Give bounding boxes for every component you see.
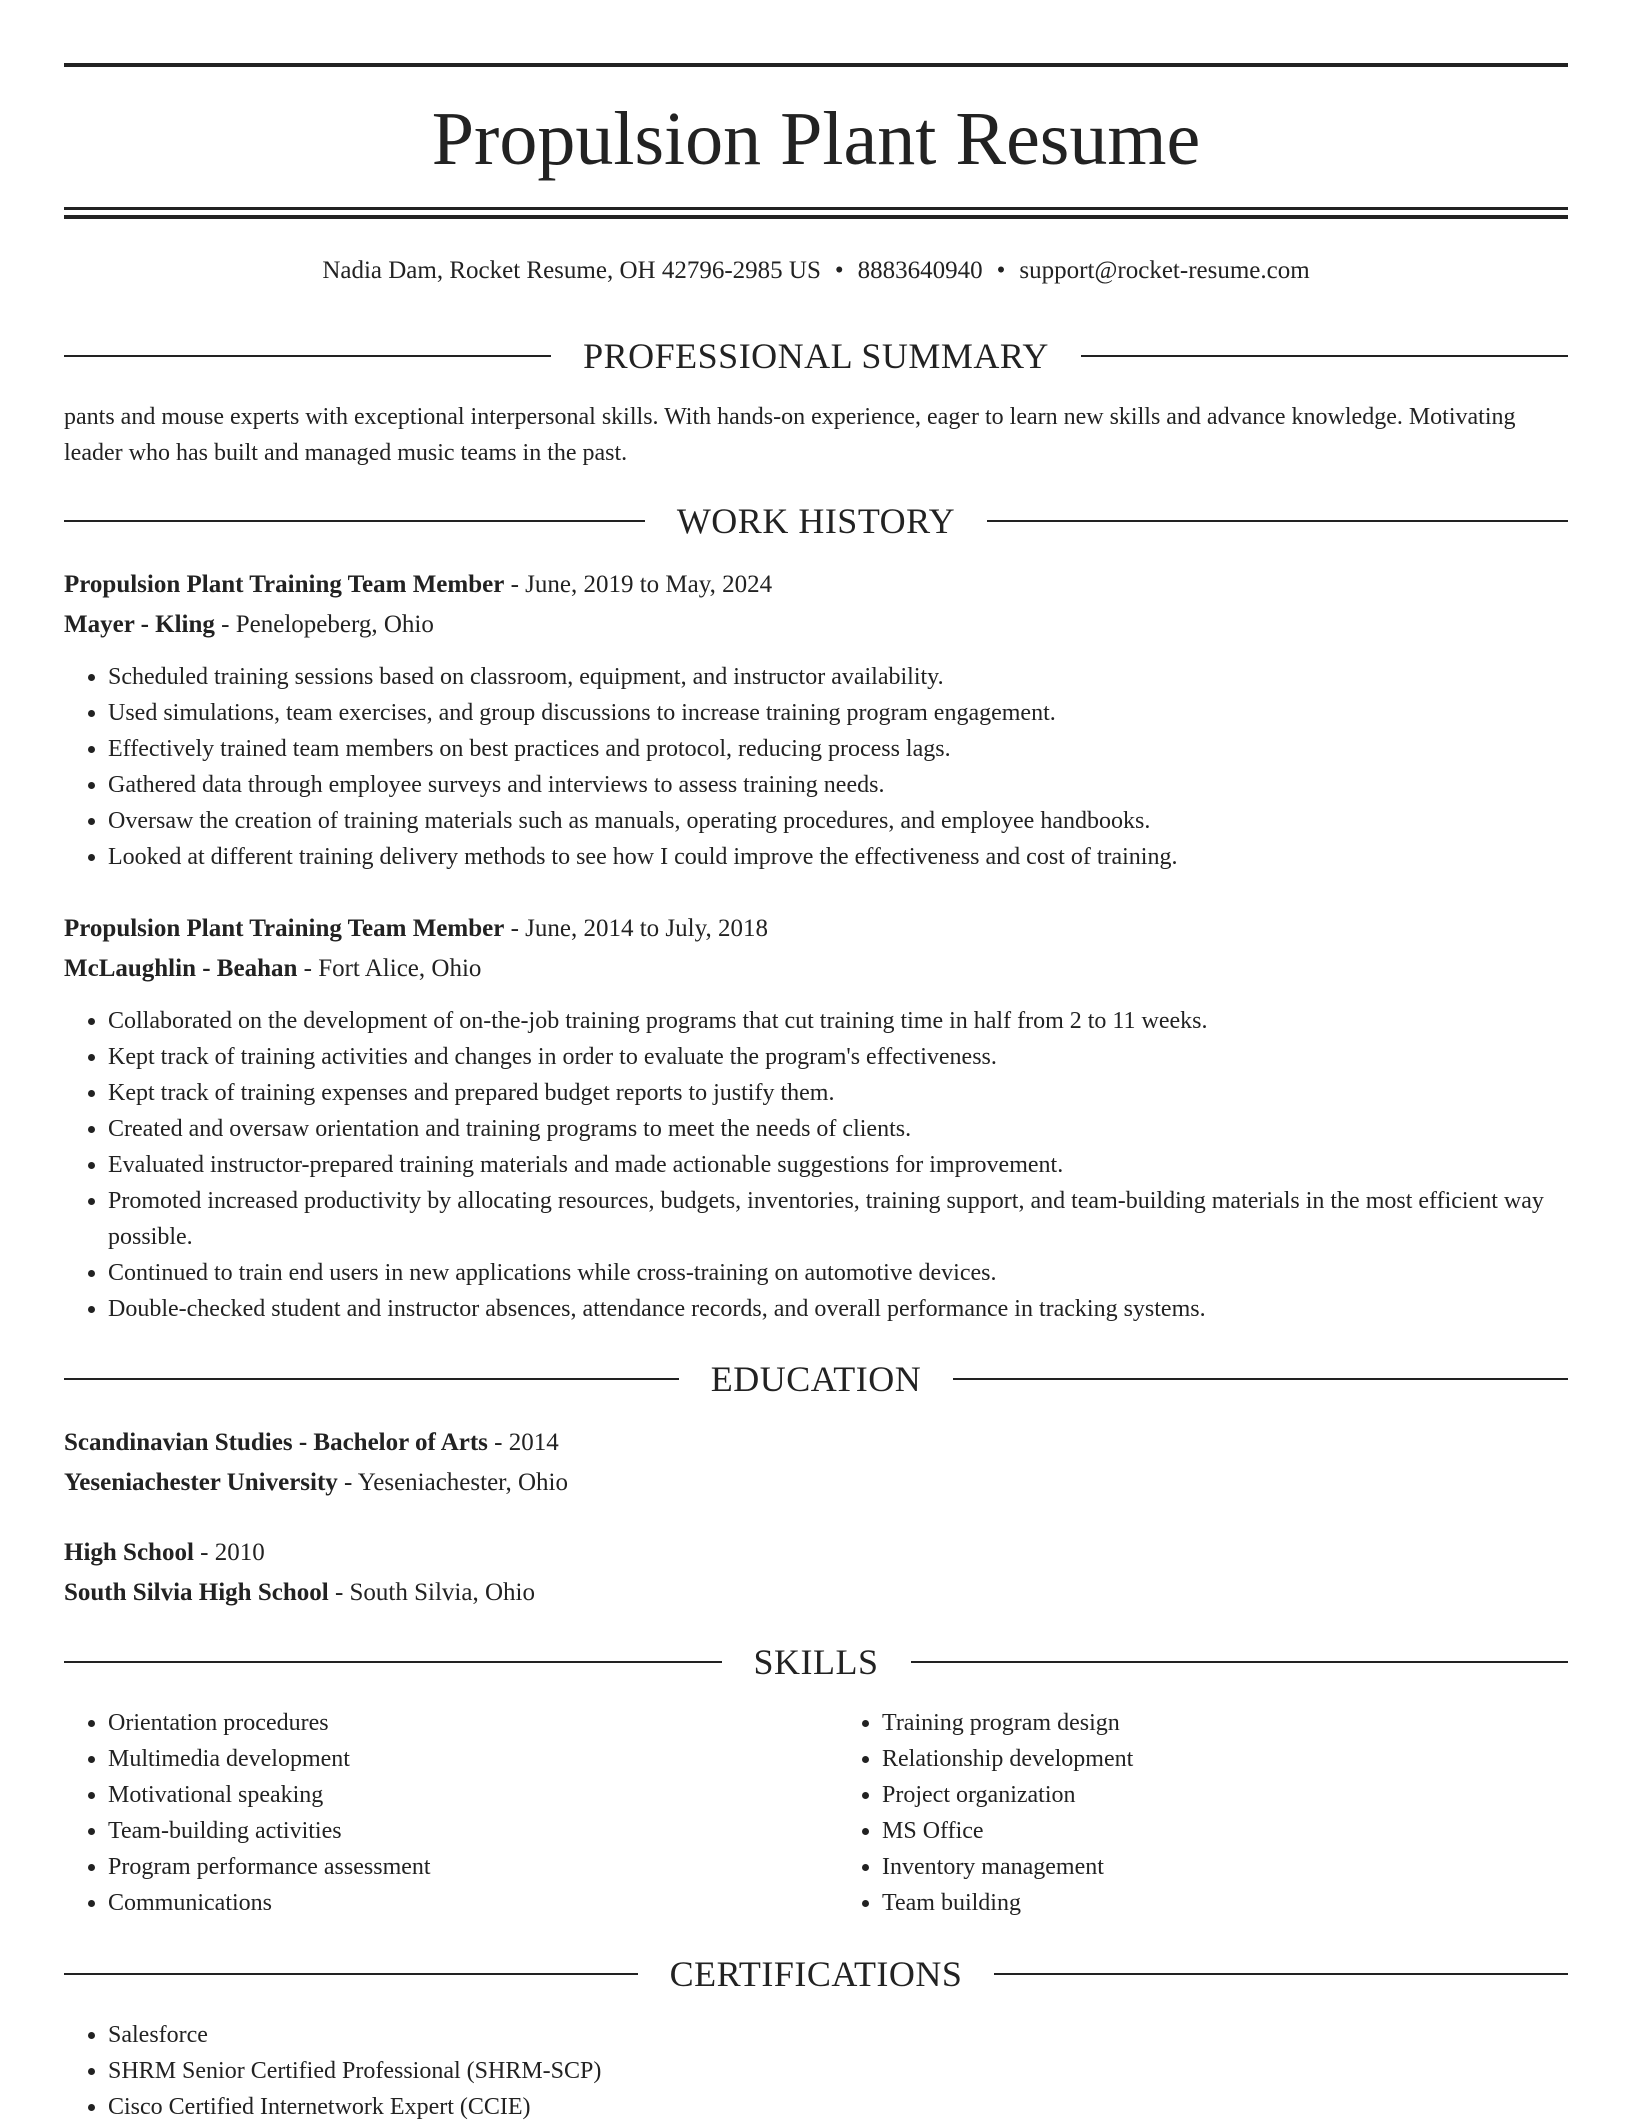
education-heading-label: EDUCATION bbox=[710, 1359, 922, 1399]
title-double-rule-lower bbox=[64, 215, 1568, 219]
list-item: • Team building bbox=[882, 1885, 1568, 1921]
job-title-line bbox=[64, 909, 1568, 949]
list-item: • Scheduled training sessions based on classroom, equipment, and instructor availability. bbox=[108, 659, 1608, 695]
summary-text: pants and mouse experts with exceptional interpersonal skills. With hands-on experience, eager to learn new skills and advance knowledge. Motivating leader who has built and managed music teams in the past. bbox=[64, 404, 1516, 466]
education-school: Yeseniachester University bbox=[64, 1469, 338, 1496]
education-location: - South Silvia, Ohio bbox=[328, 1579, 535, 1606]
list-item: • Motivational speaking bbox=[108, 1777, 794, 1813]
education-location: - Yeseniachester, Ohio bbox=[337, 1469, 568, 1496]
list-item: • Continued to train end users in new applications while cross-training on automotive devices. bbox=[108, 1255, 1608, 1291]
heading-rule-right bbox=[1081, 355, 1568, 357]
list-item: • MS Office bbox=[882, 1813, 1568, 1849]
list-item: • Used simulations, team exercises, and group discussions to increase training program engagement. bbox=[108, 695, 1608, 731]
heading-rule-left bbox=[64, 520, 645, 522]
skills-heading bbox=[64, 1640, 1568, 1684]
list-item: • Salesforce bbox=[108, 2017, 1608, 2053]
job-bullets bbox=[64, 1003, 1608, 1327]
list-item: • Multimedia development bbox=[108, 1741, 794, 1777]
skills-list-left bbox=[64, 1705, 794, 1921]
contact-address: Nadia Dam, Rocket Resume, OH 42796-2985 US bbox=[322, 257, 821, 284]
heading-rule-right bbox=[987, 520, 1568, 522]
list-item: • Team-building activities bbox=[108, 1813, 794, 1849]
heading-rule-left bbox=[64, 1378, 679, 1380]
list-item: • Effectively trained team members on best practices and protocol, reducing process lags. bbox=[108, 731, 1608, 767]
education-year: - 2010 bbox=[193, 1539, 265, 1566]
skills-list-right bbox=[838, 1705, 1568, 1921]
education-school: South Silvia High School bbox=[64, 1579, 329, 1606]
education-degree: Scandinavian Studies - Bachelor of Arts bbox=[64, 1429, 488, 1456]
job-company-line bbox=[64, 949, 1568, 989]
certifications-heading-label: CERTIFICATIONS bbox=[669, 1954, 963, 1994]
job-dates: - June, 2019 to May, 2024 bbox=[504, 571, 773, 598]
list-item: • Created and oversaw orientation and training programs to meet the needs of clients. bbox=[108, 1111, 1608, 1147]
heading-rule-right bbox=[911, 1661, 1569, 1663]
list-item: • Cisco Certified Internetwork Expert (CCIE) bbox=[108, 2089, 1608, 2125]
contact-separator: • bbox=[834, 257, 844, 284]
list-item: • Promoted increased productivity by allocating resources, budgets, inventories, training support, and team-building materials in the most efficient way possible. bbox=[108, 1183, 1608, 1255]
list-item: • Evaluated instructor-prepared training materials and made actionable suggestions for improvement. bbox=[108, 1147, 1608, 1183]
page-title: Propulsion Plant Resume bbox=[431, 97, 1201, 181]
list-item: • Inventory management bbox=[882, 1849, 1568, 1885]
contact-separator: • bbox=[996, 257, 1006, 284]
job-title: Propulsion Plant Training Team Member bbox=[64, 571, 505, 598]
list-item: • Communications bbox=[108, 1885, 794, 1921]
heading-rule-left bbox=[64, 1661, 722, 1663]
top-rule bbox=[64, 63, 1568, 67]
job-title-line bbox=[64, 565, 1568, 605]
contact-line bbox=[64, 254, 1568, 288]
education-year: - 2014 bbox=[487, 1429, 559, 1456]
contact-email: support@rocket-resume.com bbox=[1019, 257, 1310, 284]
work-history-heading bbox=[64, 499, 1568, 543]
list-item: • Orientation procedures bbox=[108, 1705, 794, 1741]
job-company: McLaughlin - Beahan bbox=[64, 955, 298, 982]
contact-phone: 8883640940 bbox=[857, 257, 983, 284]
list-item: • SHRM Senior Certified Professional (SHRM-SCP) bbox=[108, 2053, 1608, 2089]
heading-rule-right bbox=[994, 1973, 1568, 1975]
education-degree: High School bbox=[64, 1539, 194, 1566]
education-school-line bbox=[64, 1573, 1568, 1613]
job-company-line bbox=[64, 605, 1568, 645]
education-degree-line bbox=[64, 1423, 1568, 1463]
list-item: • Double-checked student and instructor absences, attendance records, and overall performance in tracking systems. bbox=[108, 1291, 1608, 1327]
summary-heading bbox=[64, 334, 1568, 378]
summary-heading-label: PROFESSIONAL SUMMARY bbox=[583, 336, 1049, 376]
list-item: • Oversaw the creation of training materials such as manuals, operating procedures, and employee handbooks. bbox=[108, 803, 1608, 839]
list-item: • Relationship development bbox=[882, 1741, 1568, 1777]
list-item: • Kept track of training activities and changes in order to evaluate the program's effectiveness. bbox=[108, 1039, 1608, 1075]
education-degree-line bbox=[64, 1533, 1568, 1573]
job-location: - Penelopeberg, Ohio bbox=[214, 611, 434, 638]
skills-heading-label: SKILLS bbox=[753, 1642, 879, 1682]
education-school-line bbox=[64, 1463, 1568, 1503]
list-item: • Project organization bbox=[882, 1777, 1568, 1813]
certifications-heading bbox=[64, 1952, 1568, 1996]
heading-rule-left bbox=[64, 355, 551, 357]
list-item: • Looked at different training delivery methods to see how I could improve the effectiveness and cost of training. bbox=[108, 839, 1608, 875]
list-item: • Kept track of training expenses and prepared budget reports to justify them. bbox=[108, 1075, 1608, 1111]
list-item: • Training program design bbox=[882, 1705, 1568, 1741]
certifications-list bbox=[64, 2017, 1608, 2125]
education-heading bbox=[64, 1357, 1568, 1401]
job-location: - Fort Alice, Ohio bbox=[297, 955, 482, 982]
job-dates: - June, 2014 to July, 2018 bbox=[504, 915, 768, 942]
list-item: • Gathered data through employee surveys and interviews to assess training needs. bbox=[108, 767, 1608, 803]
heading-rule-left bbox=[64, 1973, 638, 1975]
list-item: • Program performance assessment bbox=[108, 1849, 794, 1885]
heading-rule-right bbox=[953, 1378, 1568, 1380]
job-title: Propulsion Plant Training Team Member bbox=[64, 915, 505, 942]
job-bullets bbox=[64, 659, 1608, 875]
title-double-rule-upper bbox=[64, 207, 1568, 210]
list-item: • Collaborated on the development of on-the-job training programs that cut training time in half from 2 to 11 weeks. bbox=[108, 1003, 1608, 1039]
job-company: Mayer - Kling bbox=[64, 611, 215, 638]
skills-columns bbox=[64, 1705, 1568, 1921]
work-history-heading-label: WORK HISTORY bbox=[676, 501, 956, 541]
